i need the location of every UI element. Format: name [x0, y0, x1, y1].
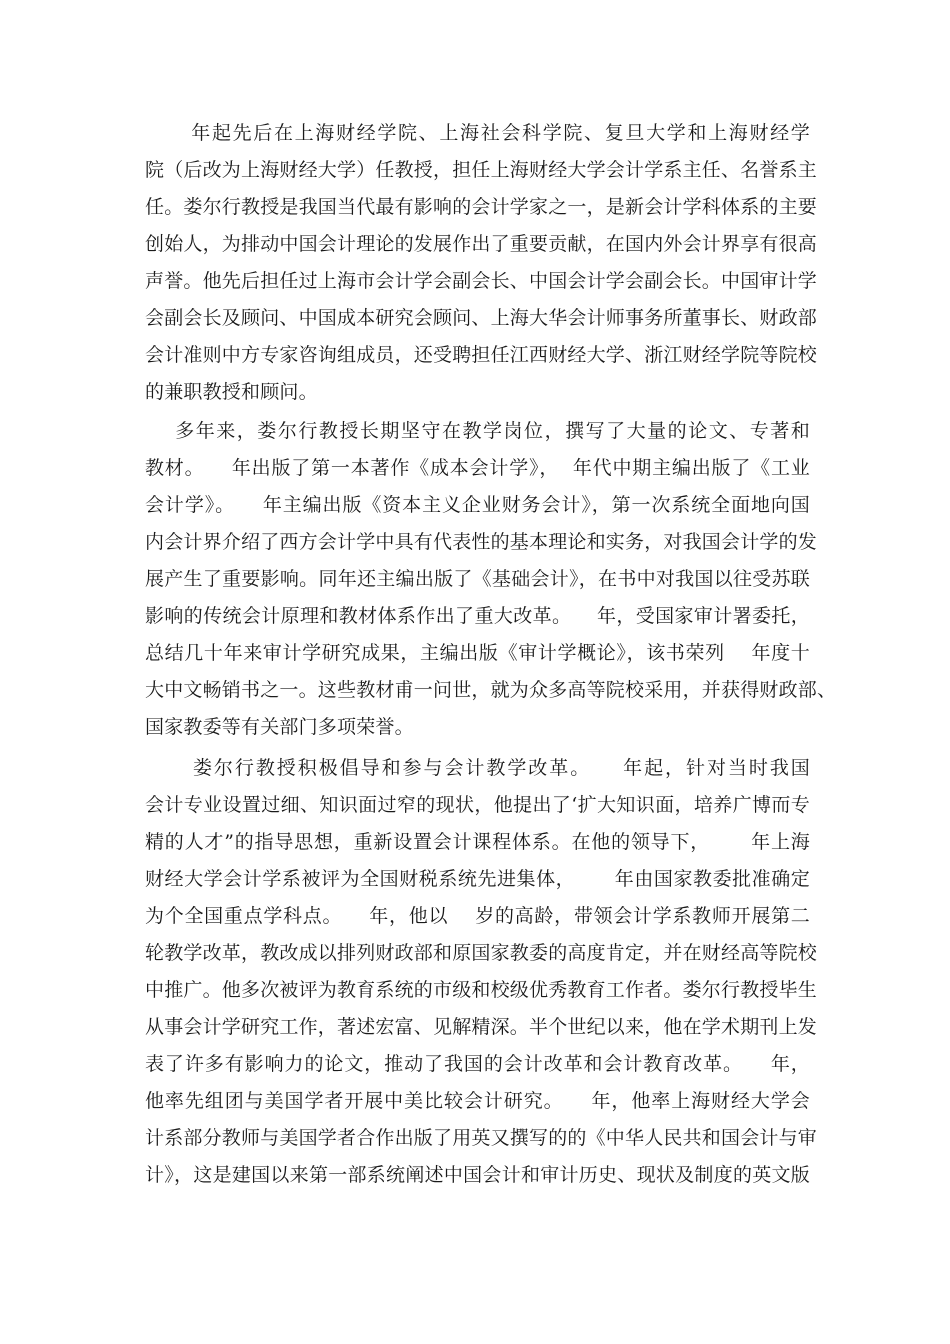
- text-line-23: 轮教学改革，教改成以排列财政部和原国家教委的高度肯定，并在财经高等院校: [145, 942, 818, 964]
- text-line-1: 年起先后在上海财经学院、上海社会科学院、复旦大学和上海财经学: [145, 122, 810, 144]
- text-line-7: 会计准则中方专家咨询组成员，还受聘担任江西财经大学、浙江财经学院等院校: [145, 344, 818, 366]
- text-line-19: 会计专业设置过细、知识面过窄的现状，他提出了‘扩大知识面，培养广博而专: [145, 794, 810, 816]
- text-line-20: 精的人才”的指导思想，重新设置会计课程体系。在他的领导下， 年上海: [145, 831, 810, 853]
- text-line-2: 院（后改为上海财经大学）任教授，担任上海财经大学会计学系主任、名誉系主: [145, 159, 818, 181]
- text-line-4: 创始人，为排动中国会计理论的发展作出了重要贡献，在国内外会计界享有很高: [145, 233, 818, 255]
- text-line-25: 从事会计学研究工作，著述宏富、见解精深。半个世纪以来，他在学术期刊上发: [145, 1016, 818, 1038]
- text-line-14: 影响的传统会计原理和教材体系作出了重大改革。 年，受国家审计署委托，: [145, 605, 810, 627]
- text-line-6: 会副会长及顾问、中国成本研究会顾问、上海大华会计师事务所董事长、财政部: [145, 307, 818, 329]
- text-line-27: 他率先组团与美国学者开展中美比较会计研究。 年，他率上海财经大学会: [145, 1090, 810, 1112]
- text-line-8: 的兼职教授和顾问。: [145, 381, 318, 403]
- text-line-13: 展产生了重要影响。同年还主编出版了《基础会计》，在书中对我国以往受苏联: [145, 568, 810, 590]
- text-line-22: 为个全国重点学科点。 年，他以 岁的高龄，带领会计学系教师开展第二: [145, 905, 810, 927]
- text-line-18: 娄尔行教授积极倡导和参与会计教学改革。 年起，针对当时我国: [145, 757, 810, 779]
- text-line-12: 内会计界介绍了西方会计学中具有代表性的基本理论和实务，对我国会计学的发: [145, 531, 818, 553]
- text-line-9: 多年来，娄尔行教授长期坚守在教学岗位，撰写了大量的论文、专著和: [145, 420, 810, 442]
- text-line-21: 财经大学会计学系被评为全国财税系统先进集体， 年由国家教委批准确定: [145, 868, 810, 890]
- text-line-16: 大中文畅销书之一。这些教材甫一问世，就为众多高等院校采用，并获得财政部、: [145, 679, 837, 701]
- text-line-24: 中推广。他多次被评为教育系统的市级和校级优秀教育工作者。娄尔行教授毕生: [145, 979, 818, 1001]
- text-line-3: 任。娄尔行教授是我国当代最有影响的会计学家之一，是新会计学科体系的主要: [145, 196, 818, 218]
- text-line-11: 会计学》。 年主编出版《资本主义企业财务会计》，第一次系统全面地向国: [145, 494, 810, 516]
- text-line-15: 总结几十年来审计学研究成果，主编出版《审计学概论》，该书荣列 年度十: [145, 642, 810, 664]
- text-line-26: 表了许多有影响力的论文，推动了我国的会计改革和会计教育改革。 年，: [145, 1053, 810, 1075]
- text-line-28: 计系部分教师与美国学者合作出版了用英又撰写的的《中华人民共和国会计与审: [145, 1127, 818, 1149]
- text-line-5: 声誉。他先后担任过上海市会计学会副会长、中国会计学会副会长。中国审计学: [145, 270, 818, 292]
- text-line-29: 计》，这是建国以来第一部系统阐述中国会计和审计历史、现状及制度的英文版: [145, 1164, 810, 1186]
- text-line-10: 教材。 年出版了第一本著作《成本会计学》， 年代中期主编出版了《工业: [145, 457, 810, 479]
- text-line-17: 国家教委等有关部门多项荣誉。: [145, 716, 414, 738]
